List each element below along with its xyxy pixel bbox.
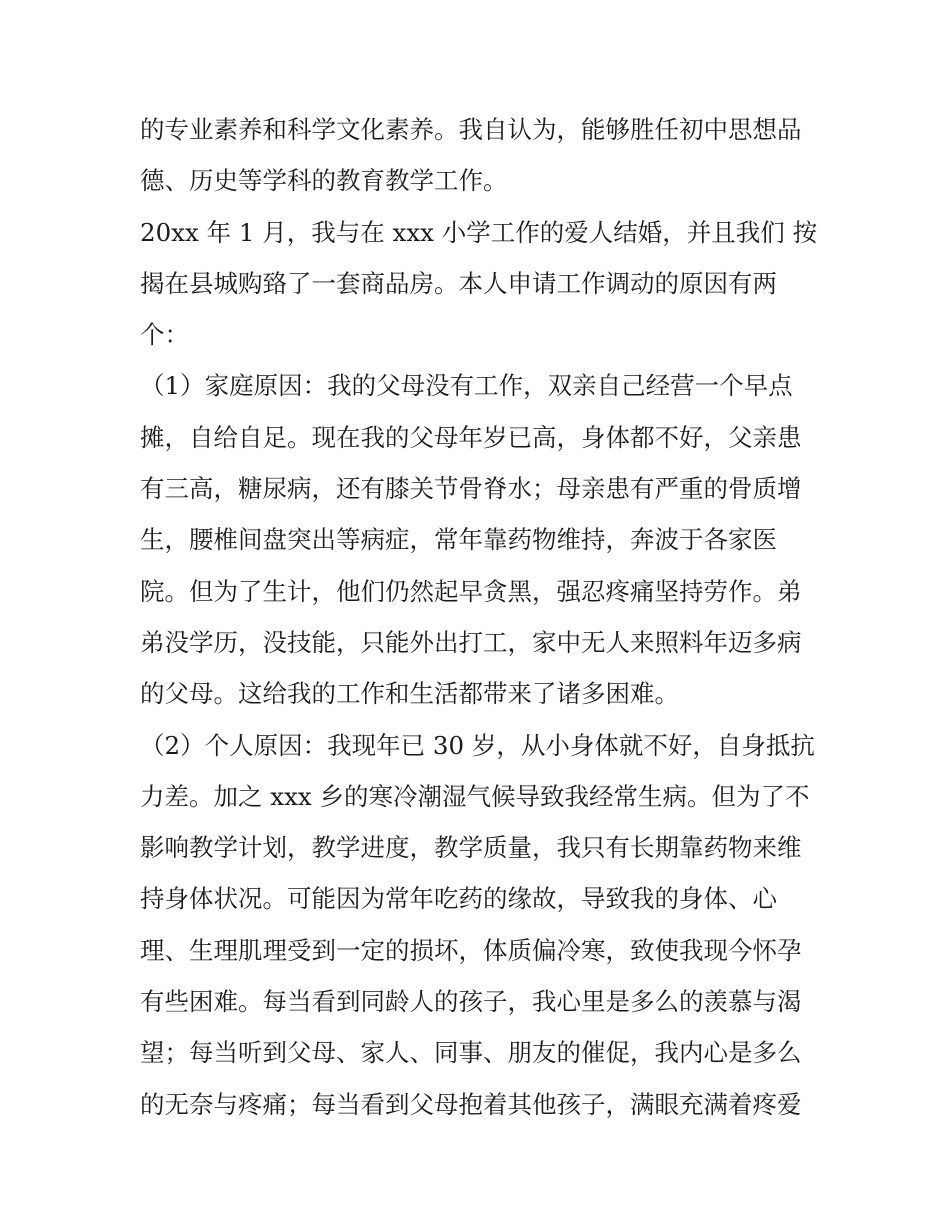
text-line: 持身体状况。可能因为常年吃药的缘故，导致我的身体、心 (140, 884, 777, 914)
text-line: 摊，自给自足。现在我的父母年岁已高，身体都不好，父亲患 (140, 422, 802, 452)
text-line: 力差。加之 xxx 乡的寒冷潮湿气候导致我经常生病。但为了不 (140, 781, 810, 811)
text-line: （2）个人原因：我现年已 30 岁，从小身体就不好，自身抵抗 (140, 730, 815, 760)
text-line: 德、历史等学科的教育教学工作。 (140, 166, 508, 196)
text-line: 有些困难。每当看到同龄人的孩子，我心里是多么的羡慕与渴 (140, 987, 802, 1017)
text-line: 理、生理肌理受到一定的损坏，体质偏冷寒，致使我现今怀孕 (140, 935, 802, 965)
text-line: 影响教学计划，教学进度，教学质量，我只有长期靠药物来维 (140, 833, 802, 863)
text-line: （1）家庭原因：我的父母没有工作，双亲自己经营一个早点 (140, 371, 793, 401)
text-line: 的无奈与疼痛；每当看到父母抱着其他孩子，满眼充满着疼爱 (140, 1089, 802, 1119)
text-line: 有三高，糖尿病，还有膝关节骨脊水；母亲患有严重的骨质增 (140, 474, 802, 504)
text-line: 院。但为了生计，他们仍然起早贪黑，强忍疼痛坚持劳作。弟 (140, 576, 802, 606)
text-line: 20xx 年 1 月，我与在 xxx 小学工作的爱人结婚，并且我们 按 (140, 217, 818, 247)
text-line: 生，腰椎间盘突出等病症，常年靠药物维持，奔波于各家医 (140, 525, 777, 555)
text-line: 的专业素养和科学文化素养。我自认为，能够胜任初中思想品 (140, 115, 802, 144)
document-body-text (140, 104, 820, 1130)
text-line: 的父母。这给我的工作和生活都带来了诸多困难。 (140, 679, 679, 709)
text-line: 弟没学历，没技能，只能外出打工，家中无人来照料年迈多病 (140, 627, 802, 657)
text-line: 个： (140, 320, 189, 350)
text-line: 望；每当听到父母、家人、同事、朋友的催促，我内心是多么 (140, 1038, 802, 1068)
text-line: 揭在县城购臵了一套商品房。本人申请工作调动的原因有两 (140, 268, 777, 298)
